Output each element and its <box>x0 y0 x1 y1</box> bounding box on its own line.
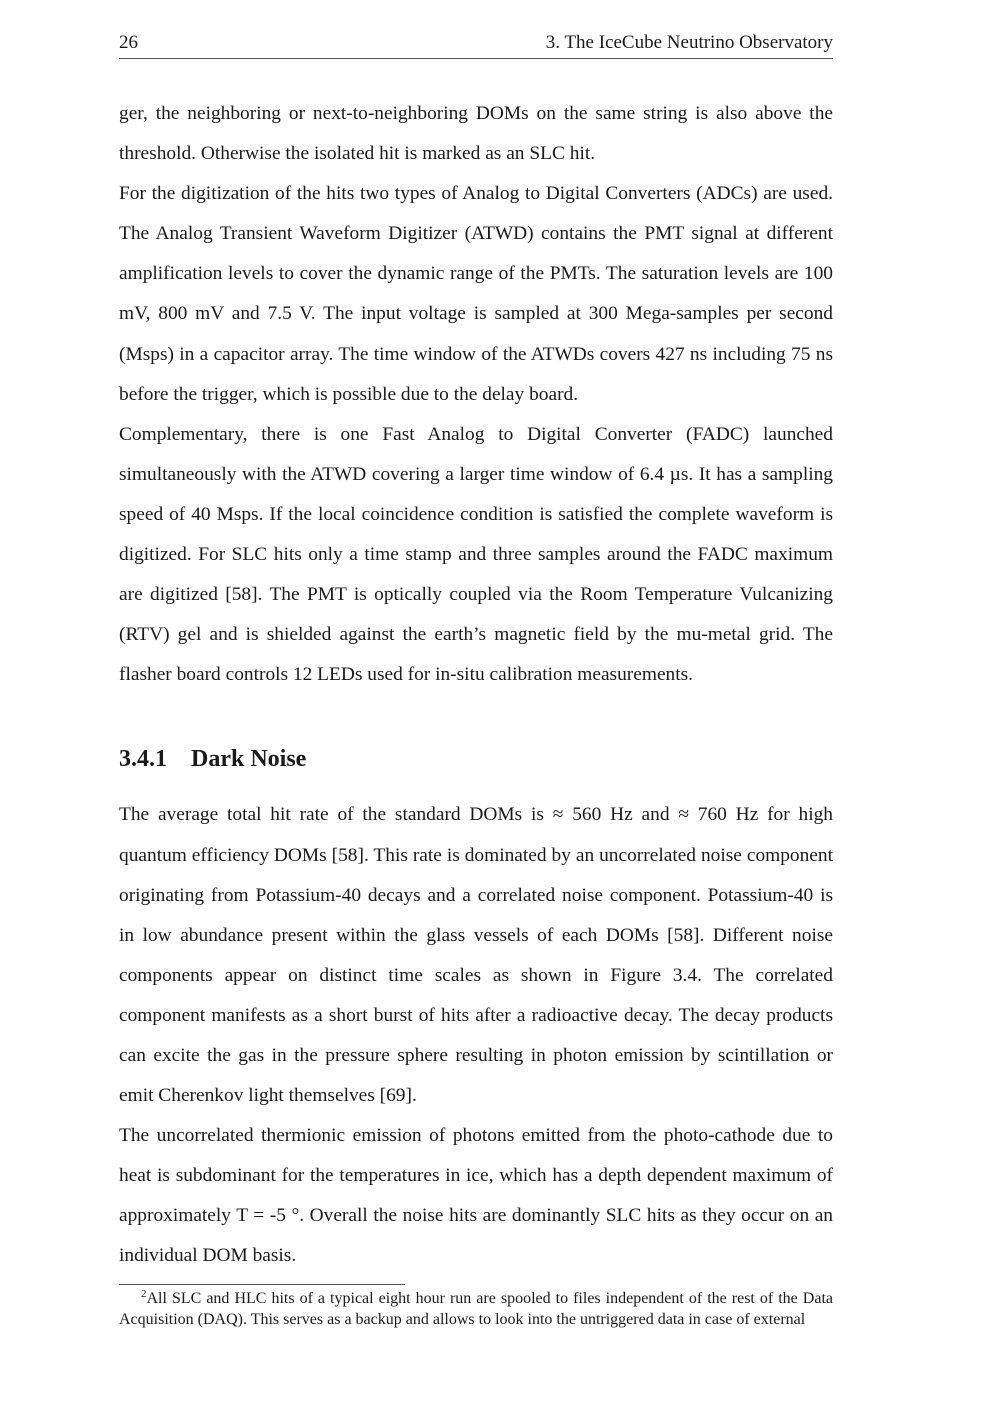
body-text <box>119 94 833 1277</box>
footnote <box>119 1289 833 1330</box>
running-header <box>119 30 833 59</box>
chapter-title: 3. The IceCube Neutrino Observatory <box>545 32 833 53</box>
section-heading <box>119 743 833 775</box>
section-number: 3.4.1 <box>119 746 167 773</box>
footnote-divider <box>119 1284 405 1285</box>
footnote-text: All SLC and HLC hits of a typical eight hour run are spooled to files independent of the rest of the Data Acquisition (DAQ). This serves as a backup and allows to look into the untriggered data in case of external <box>119 1290 833 1328</box>
paragraph-adc-digitization: For the digitization of the hits two types of Analog to Digital Converters (ADCs) are used. The Analog Transient Waveform Digitizer (ATWD) contains the PMT signal at different amplification levels to cover the dynamic range of the PMTs. The saturation levels are 100 mV, 800 mV and 7.5 V. The input voltage is sampled at 300 Mega-samples per second (Msps) in a capacitor array. The time window of the ATWDs covers 427 ns including 75 ns before the trigger, which is possible due to the delay board. <box>119 183 833 405</box>
paragraph-thermionic-emission: The uncorrelated thermionic emission of photons emitted from the photo-cathode due to heat is subdominant for the temperatures in ice, which has a depth dependent maximum of approximately T = -5 °. Overall the noise hits are dominantly SLC hits as they occur on an individual DOM basis. <box>119 1125 833 1267</box>
paragraph-continuation: ger, the neighboring or next-to-neighboring DOMs on the same string is also above the threshold. Otherwise the isolated hit is marked as an SLC hit. <box>119 103 833 165</box>
paragraph-hit-rate: The average total hit rate of the standard DOMs is ≈ 560 Hz and ≈ 760 Hz for high quantum efficiency DOMs [58]. This rate is dominated by an uncorrelated noise component originating from Potassium-40 decays and a correlated noise component. Potassium-40 is in low abundance present within the glass vessels of each DOMs [58]. Different noise components appear on distinct time scales as shown in Figure 3.4. The correlated component manifests as a short burst of hits after a radioactive decay. The decay products can excite the gas in the pressure sphere resulting in photon emission by scintillation or emit Cherenkov light themselves [69]. <box>119 804 833 1107</box>
section-title: Dark Noise <box>191 746 307 773</box>
paragraph-fadc: Complementary, there is one Fast Analog to Digital Converter (FADC) launched simultaneously with the ATWD covering a larger time window of 6.4 µs. It has a sampling speed of 40 Msps. If the local coincidence condition is satisfied the complete waveform is digitized. For SLC hits only a time stamp and three samples around the FADC maximum are digitized [58]. The PMT is optically coupled via the Room Temperature Vulcanizing (RTV) gel and is shielded against the earth’s magnetic field by the mu-metal grid. The flasher board controls 12 LEDs used for in-situ calibration measurements. <box>119 423 833 686</box>
footnote-marker: 2 <box>141 1288 147 1300</box>
page-number: 26 <box>119 32 138 53</box>
